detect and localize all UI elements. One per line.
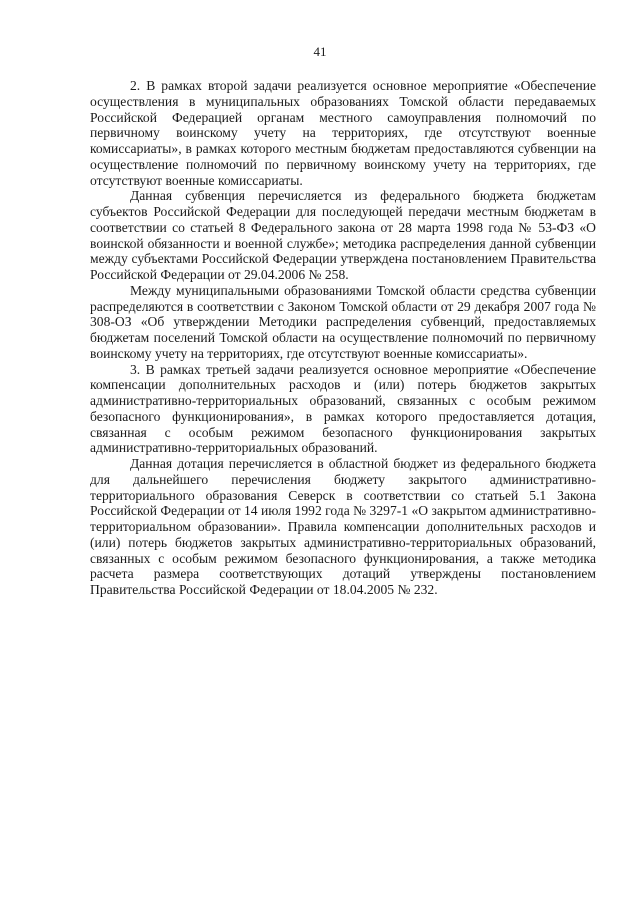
paragraph-task-2: 2. В рамках второй задачи реализуется основное мероприятие «Обеспечение осуществления в муниципальных образованиях Томской области передаваемых Российской Федерацией органам местного самоуправления полномочий по первичному воинскому учету на территориях, где отсутствуют военные комиссариаты», в рамках которого местным бюджетам предоставляются субвенции на осуществление полномочий по первичному воинскому учету на территориях, где отсутствуют военные комиссариаты. xyxy=(90,78,596,188)
paragraph-task-3: 3. В рамках третьей задачи реализуется основное мероприятие «Обеспечение компенсации дополнительных расходов и (или) потерь бюджетов закрытых административно-территориальных образований, связанных с особым режимом безопасного функционирования», в рамках которого предоставляется дотация, связанная с особым режимом безопасного функционирования закрытых административно-территориальных образований. xyxy=(90,361,596,456)
page-number: 41 xyxy=(313,44,327,59)
paragraph-grant-seversk: Данная дотация перечисляется в областной бюджет из федерального бюджета для дальнейшего перечисления бюджету закрытого административно-территориального образования Северск в соответствии со статьей 5.1 Закона Российской Федерации от 14 июля 1992 года № 3297-1 «О закрытом административно-территориальном образовании». Правила компенсации дополнительных расходов и (или) потерь бюджетов закрытых административно-территориальных образований, связанных с особым режимом безопасного функционирования, а также методика расчета размера соответствующих дотаций утверждены постановлением Правительства Российской Федерации от 18.04.2005 № 232. xyxy=(90,456,596,597)
document-body xyxy=(90,78,596,598)
paragraph-subvention-federal: Данная субвенция перечисляется из федерального бюджета бюджетам субъектов Российской Федерации для последующей передачи местным бюджетам в соответствии со статьей 8 Федерального закона от 28 марта 1998 года № 53-ФЗ «О воинской обязанности и военной службе»; методика распределения данной субвенции между субъектами Российской Федерации утверждена постановлением Правительства Российской Федерации от 29.04.2006 № 258. xyxy=(90,188,596,282)
paragraph-subvention-distribution: Между муниципальными образованиями Томской области средства субвенции распределяются в соответствии с Законом Томской области от 29 декабря 2007 года № 308-ОЗ «Об утверждении Методики распределения субвенций, предоставляемых бюджетам поселений Томской области на осуществление полномочий по первичному воинскому учету на территориях, где отсутствуют военные комиссариаты». xyxy=(90,282,596,361)
